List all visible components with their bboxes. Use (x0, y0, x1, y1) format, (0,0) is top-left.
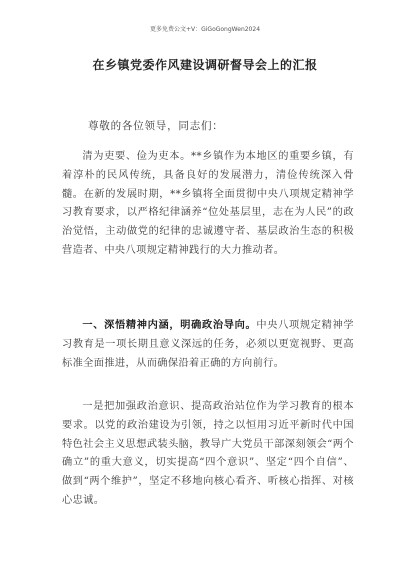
section-one-heading: 一、深悟精神内涵，明确政治导向。 (82, 319, 257, 331)
paragraph-intro: 清为吏要、俭为吏本。**乡镇作为本地区的重要乡镇，有着淳朴的民风传统，具备良好的发展潜力，清俭传统深入骨髓。在新的发展时期，**乡镇将全面贯彻中央八项规定精神学习教育要求，以严格纪律涵养“位处基层里，志在为人民”的政治觉悟，主动做党的纪律的忠诚遵守者、基层政治生态的积极营造者、中央八项规定精神践行的大力推动者。 (62, 151, 354, 256)
document-title: 在乡镇党委作风建设调研督导会上的汇报 (92, 58, 318, 72)
section-one-body: 中央八项规定精神学习教育是一项长期且意义深远的任务，必须以更宽视野、更高标准全面推进，从而确保沿着正确的方向前行。 (62, 320, 354, 369)
paragraph-section-one (62, 316, 354, 373)
salutation: 尊敬的各位领导，同志们： (88, 120, 224, 132)
header-note: 更多免费公文+V：GiGoGongWen2024 (149, 26, 261, 33)
paragraph-point-one: 一是把加强政治意识、提高政治站位作为学习教育的根本要求。以党的政治建设为引领，持之以恒用习近平新时代中国特色社会主义思想武装头脑，教导广大党员干部深刻领会“两个确立”的重大意义，切实提高“四个意识”、坚定“四个自信”、做到“两个维护”，坚定不移地向核心看齐、听核心指挥、对核心忠诚。 (62, 401, 354, 506)
